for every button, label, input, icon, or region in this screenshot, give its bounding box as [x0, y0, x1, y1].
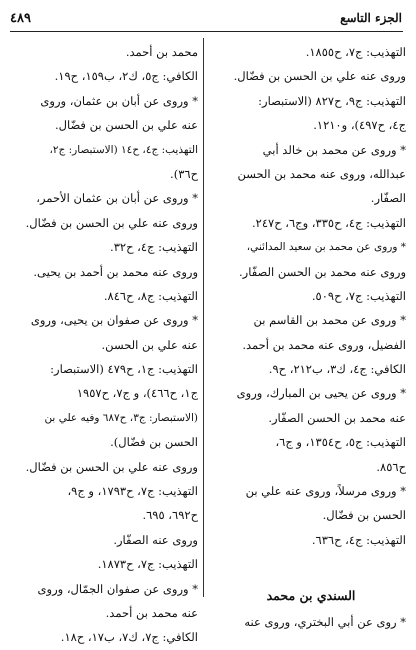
text-line: التهذيب: ج٤، ح٦٣٦. [311, 532, 406, 547]
text-line: محمد بن أحمد. [125, 45, 198, 59]
text-line: الفضيل، وروى عنه محمد بن أحمد. [242, 337, 406, 352]
text-line: التهذيب: ج٥، ح١٣٥٤، و ج٦، [275, 435, 406, 450]
text-line: الكافي: ج٧، ك٧، ب١٧، ح١٨. [60, 630, 198, 645]
text-line: ح٣٦). [170, 166, 198, 181]
text-line: * وروى عن صفوان بن يحيى، وروى [30, 313, 198, 328]
text-line: (الاستبصار: ج٣، ح٦٨٧ وفيه علي بن [44, 411, 198, 424]
text-line: ح٦٩٢، ٦٩٥. [142, 508, 198, 523]
text-line: التهذيب: ج٧، ح١٧٩٣، و ج٩، [67, 484, 198, 499]
text-line: ج٤، ح٤٩٧)، و١٢١٠. [313, 118, 406, 133]
header-rule [10, 31, 403, 32]
text-line: الحسن بن فضّال. [322, 508, 406, 523]
text-line: الكافي: ج٥، ك٢، ب١٥٩، ح١٩. [54, 69, 198, 84]
text-line: عنه محمد بن أحمد. [105, 605, 198, 620]
text-line: الصفّار. [370, 191, 406, 206]
text-line: * وروى عن محمد بن القاسم بن [253, 313, 406, 328]
text-line: * وروى عن صفوان الجمّال، وروى [37, 581, 198, 596]
text-line: التهذيب: ج٤، ح١٤ (الاستبصار: ج٢، [49, 143, 198, 156]
running-head [10, 6, 402, 30]
section-heading: السندي بن محمد [266, 588, 356, 604]
page-number: ٤٨٩ [10, 10, 31, 26]
text-line: التهذيب: ج٩، ح٨٢٧ (الاستبصار: [258, 93, 406, 108]
text-line: التهذيب: ج٧، ح١٨٧٣. [97, 557, 198, 572]
text-line: التهذيب: ج٨، ح٨٤٦. [103, 288, 198, 303]
left-column [8, 40, 198, 650]
text-line: * وروى عن يحيى بن المبارك، وروى [236, 386, 406, 401]
text-line: عنه محمد بن الحسن الصفّار. [268, 410, 406, 425]
section-gap [216, 552, 406, 582]
text-line: * وروى عن محمد بن سعيد المدائني، [246, 241, 406, 254]
text-line: التهذيب: ج٤، ح٣٢. [110, 240, 198, 255]
text-line: وروى عنه الصفّار. [113, 532, 198, 547]
text-line: * وروى عن محمد بن خالد أبي [262, 142, 406, 157]
text-line: وروى عنه علي بن الحسن بن فضّال. [25, 215, 198, 230]
text-line: التهذيب: ج١، ح٤٧٩ (الاستبصار: [50, 362, 198, 377]
text-line: ج١، ح٤٦٦)، و ج٧، ح١٩٥٧ [76, 386, 198, 401]
text-line: وروى عنه محمد بن الحسن الصفّار. [239, 264, 406, 279]
text-line: * وروى مرسلاً، وروى عنه علي بن [245, 484, 406, 499]
text-line: * وروى عن أبان بن عثمان، وروى [40, 93, 198, 108]
text-line: الكافي: ج٤، ك٣، ب٢١٢، ح٩. [268, 362, 406, 377]
text-line: * وروى عن أبان بن عثمان الأحمر، [36, 191, 198, 206]
text-line: التهذيب: ج٧، ح١٨٥٥. [305, 45, 406, 59]
text-line: وروى عنه علي بن الحسن بن فضّال. [233, 69, 406, 84]
column-divider [203, 38, 204, 597]
text-line: التهذيب: ج٤، ح٣٣٥، وج٦، ح٢٤٧. [252, 215, 406, 230]
text-line: عبدالله، وروى عنه محمد بن الحسن [237, 166, 406, 181]
text-line: ح٨٥٦. [376, 459, 406, 474]
right-column [216, 40, 406, 635]
text-line: عنه علي بن الحسن. [101, 337, 198, 352]
text-line: وروى عنه علي بن الحسن بن فضّال. [25, 459, 198, 474]
text-line: عنه علي بن الحسن بن فضّال. [54, 118, 198, 133]
text-line: وروى عنه محمد بن أحمد بن يحيى. [33, 264, 198, 279]
text-line: * روى عن أبي البختري، وروى عنه [244, 615, 406, 630]
running-head-title: الجزء التاسع [340, 11, 402, 25]
text-line: التهذيب: ج٧، ح٥٠٩. [311, 288, 406, 303]
text-line: الحسن بن فضّال). [110, 435, 198, 450]
